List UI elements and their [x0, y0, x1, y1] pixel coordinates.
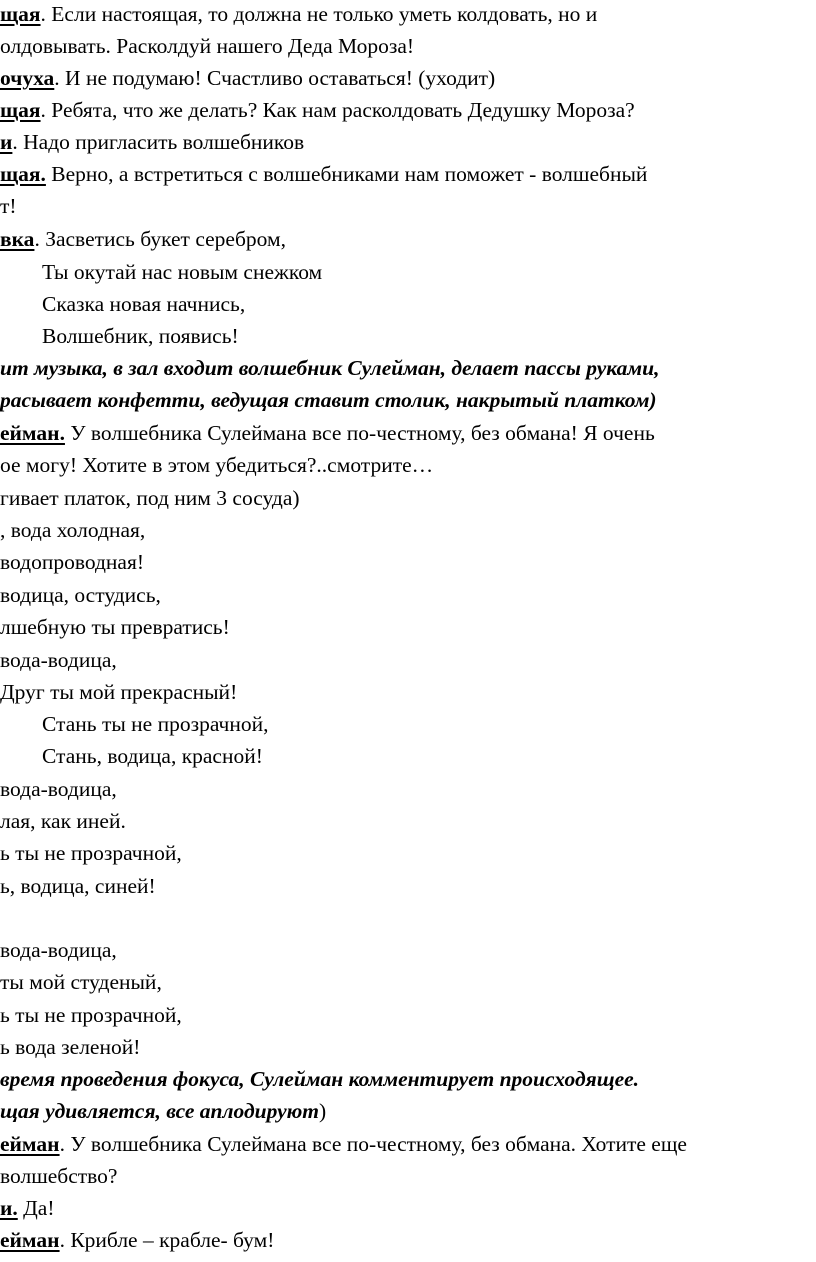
line-text: вода-водица,	[0, 648, 117, 672]
line-suleyman-2	[0, 1134, 687, 1160]
speaker-children: и.	[0, 1196, 18, 1220]
verse-line	[0, 682, 237, 708]
stage-direction	[0, 1101, 326, 1127]
line-text: ь вода зеленой!	[0, 1035, 141, 1059]
line-children-2	[0, 1198, 55, 1224]
speaker-suleyman: ейман.	[0, 421, 65, 445]
line-text: олдовывать. Расколдуй нашего Деда Мороза!	[0, 34, 415, 58]
line-text: . Ребята, что же делать? Как нам расколдовать Дедушку Мороза?	[40, 98, 635, 122]
line-text: т!	[0, 194, 17, 218]
verse-line	[42, 294, 245, 320]
line-text: ь, водица, синей!	[0, 874, 156, 898]
verse-line	[0, 779, 117, 805]
line-text: )	[319, 1099, 327, 1123]
line-text: водица, остудись,	[0, 583, 161, 607]
stage-direction	[0, 358, 659, 384]
line-text-continuation	[0, 455, 433, 481]
line-text: . Если настоящая, то должна не только уметь колдовать, но и	[40, 2, 598, 26]
verse-line	[0, 585, 161, 611]
verse-line	[0, 520, 145, 546]
speaker-girl: вка	[0, 227, 35, 251]
speaker-suleyman: ейман	[0, 1228, 60, 1252]
verse-line	[0, 811, 126, 837]
line-presenter-3	[0, 164, 647, 190]
direction-text: ит музыка, в зал входит волшебник Сулейман, делает пассы руками,	[0, 356, 660, 380]
line-text: гивает платок, под ним 3 сосуда)	[0, 486, 300, 510]
verse-line	[0, 552, 144, 578]
verse-line	[0, 843, 182, 869]
line-text: вода-водица,	[0, 938, 117, 962]
line-text: . Засветись букет серебром,	[34, 227, 286, 251]
line-text: Стань, водица, красной!	[42, 744, 263, 768]
line-povchukha	[0, 68, 495, 94]
line-text: . И не подумаю! Счастливо оставаться! (уходит)	[54, 66, 496, 90]
line-text-continuation	[0, 196, 17, 222]
line-text: Стань ты не прозрачной,	[42, 712, 269, 736]
line-text: Ты окутай нас новым снежком	[42, 260, 323, 284]
line-text	[0, 488, 300, 514]
direction-text: время проведения фокуса, Сулейман комментирует происходящее.	[0, 1067, 640, 1091]
line-presenter-1	[0, 4, 597, 30]
verse-line	[0, 617, 230, 643]
direction-text: щая удивляется, все аплодируют	[0, 1099, 320, 1123]
line-text: Верно, а встретиться с волшебниками нам поможет - волшебный	[45, 162, 648, 186]
stage-direction	[0, 390, 657, 416]
line-children-1	[0, 132, 304, 158]
speaker-povchukha: очуха	[0, 66, 55, 90]
line-text: Сказка новая начнись,	[42, 292, 246, 316]
line-text: . Крибле – крабле- бум!	[59, 1228, 275, 1252]
stage-direction	[0, 1069, 639, 1095]
line-text: Волшебник, появись!	[42, 324, 239, 348]
speaker-presenter: щая	[0, 98, 41, 122]
line-presenter-2	[0, 100, 635, 126]
line-text: ое могу! Хотите в этом убедиться?..смотрите…	[0, 453, 434, 477]
line-text: . У волшебника Сулеймана все по-честному, без обмана. Хотите еще	[59, 1132, 687, 1156]
line-text: лшебную ты превратись!	[0, 615, 230, 639]
line-text: ь ты не прозрачной,	[0, 841, 182, 865]
line-text: , вода холодная,	[0, 518, 146, 542]
verse-line	[42, 262, 322, 288]
line-text: водопроводная!	[0, 550, 145, 574]
verse-line	[0, 876, 156, 902]
verse-line	[42, 714, 268, 740]
verse-line	[0, 1037, 140, 1063]
verse-line	[0, 1005, 182, 1031]
line-text: Да!	[17, 1196, 55, 1220]
verse-line	[0, 650, 117, 676]
line-text: ь ты не прозрачной,	[0, 1003, 182, 1027]
verse-line	[42, 746, 263, 772]
verse-line	[0, 940, 117, 966]
speaker-children: и	[0, 130, 13, 154]
line-text: Друг ты мой прекрасный!	[0, 680, 238, 704]
line-text: вода-водица,	[0, 777, 117, 801]
speaker-suleyman: ейман	[0, 1132, 60, 1156]
verse-line	[42, 326, 239, 352]
speaker-presenter: щая.	[0, 162, 46, 186]
line-text: лая, как иней.	[0, 809, 126, 833]
line-text: ты мой студеный,	[0, 970, 162, 994]
line-text-continuation	[0, 36, 414, 62]
line-suleyman-1	[0, 423, 655, 449]
line-text: У волшебника Сулеймана все по-честному, без обмана! Я очень	[64, 421, 655, 445]
speaker-presenter: щая	[0, 2, 41, 26]
verse-line	[0, 972, 162, 998]
line-text: волшебство?	[0, 1164, 118, 1188]
line-suleyman-3	[0, 1230, 274, 1256]
line-girl	[0, 229, 286, 255]
direction-text: расывает конфетти, ведущая ставит столик, накрытый платком)	[0, 388, 657, 412]
line-text: . Надо пригласить волшебников	[12, 130, 305, 154]
line-text-continuation	[0, 1166, 117, 1192]
